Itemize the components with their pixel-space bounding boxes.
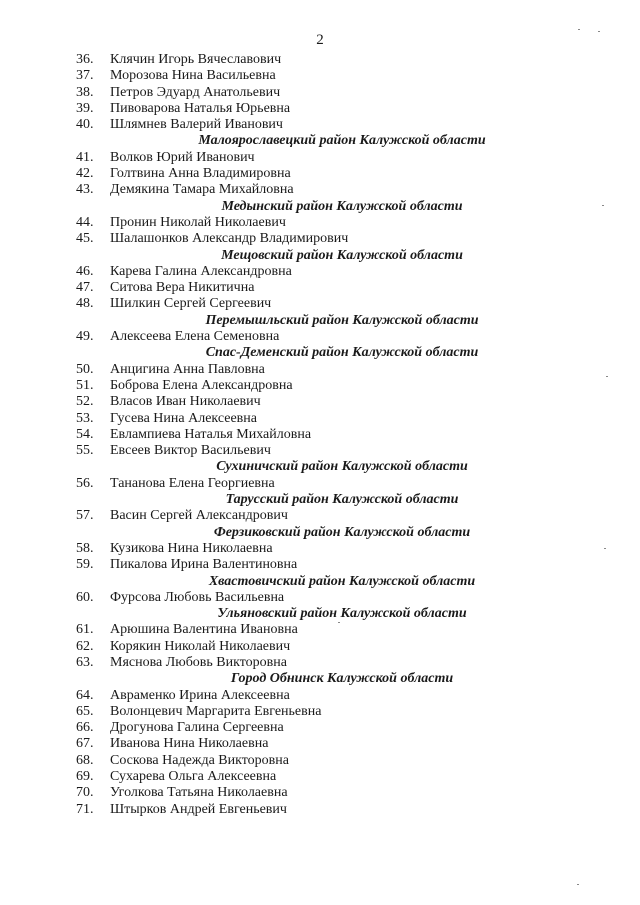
item-number: 67. bbox=[76, 736, 94, 752]
person-name: Морозова Нина Васильевна bbox=[110, 68, 276, 84]
item-number: 64. bbox=[76, 687, 94, 703]
item-number: 45. bbox=[76, 231, 94, 247]
list-item bbox=[0, 362, 640, 378]
list-item bbox=[0, 476, 640, 492]
list-item bbox=[0, 785, 640, 801]
item-number: 47. bbox=[76, 280, 94, 296]
item-number: 41. bbox=[76, 149, 94, 165]
list-item bbox=[0, 753, 640, 769]
list-item bbox=[0, 166, 640, 182]
person-name: Соскова Надежда Викторовна bbox=[110, 752, 289, 768]
item-number: 56. bbox=[76, 475, 94, 491]
item-number: 68. bbox=[76, 752, 94, 768]
list-item bbox=[0, 52, 640, 68]
item-number: 66. bbox=[76, 720, 94, 736]
person-name: Фурсова Любовь Васильевна bbox=[110, 589, 285, 605]
person-name: Пронин Николай Николаевич bbox=[110, 214, 286, 230]
person-name: Дрогунова Галина Сергеевна bbox=[110, 720, 284, 736]
item-number: 36. bbox=[76, 52, 94, 67]
item-number: 53. bbox=[76, 410, 94, 426]
list-item bbox=[0, 68, 640, 84]
item-number: 52. bbox=[76, 394, 94, 410]
scan-speck bbox=[577, 884, 579, 885]
list-item bbox=[0, 215, 640, 231]
person-name: Кузикова Нина Николаевна bbox=[110, 540, 273, 556]
list-item bbox=[0, 557, 640, 573]
list-item bbox=[0, 182, 640, 198]
district-heading: Перемышльский район Калужской области bbox=[205, 312, 479, 328]
list-item bbox=[0, 329, 640, 345]
list-item bbox=[0, 508, 640, 524]
district-heading: Сухиничский район Калужской области bbox=[216, 459, 468, 475]
item-number: 63. bbox=[76, 654, 94, 670]
person-name: Голтвина Анна Владимировна bbox=[110, 166, 291, 182]
item-number: 37. bbox=[76, 68, 94, 84]
scan-speck bbox=[578, 29, 580, 30]
name-list bbox=[0, 52, 640, 818]
list-item bbox=[0, 85, 640, 101]
district-heading: Город Обнинск Калужской области bbox=[230, 671, 454, 687]
list-item bbox=[0, 150, 640, 166]
item-number: 71. bbox=[76, 801, 94, 817]
item-number: 70. bbox=[76, 785, 94, 801]
list-item bbox=[0, 264, 640, 280]
list-item bbox=[0, 427, 640, 443]
list-item bbox=[0, 769, 640, 785]
list-item bbox=[0, 231, 640, 247]
person-name: Уголкова Татьяна Николаевна bbox=[110, 785, 288, 801]
item-number: 59. bbox=[76, 557, 94, 573]
person-name: Васин Сергей Александрович bbox=[110, 508, 288, 524]
list-item bbox=[0, 736, 640, 752]
person-name: Шилкин Сергей Сергеевич bbox=[110, 296, 272, 312]
item-number: 69. bbox=[76, 769, 94, 785]
scan-speck bbox=[598, 31, 600, 32]
person-name: Евсеев Виктор Васильевич bbox=[110, 443, 271, 459]
item-number: 54. bbox=[76, 426, 94, 442]
item-number: 61. bbox=[76, 622, 94, 638]
item-number: 44. bbox=[76, 214, 94, 230]
list-item bbox=[0, 622, 640, 638]
item-number: 46. bbox=[76, 263, 94, 279]
person-name: Мяснова Любовь Викторовна bbox=[110, 654, 288, 670]
scan-speck bbox=[338, 622, 340, 623]
item-number: 39. bbox=[76, 100, 94, 116]
list-item bbox=[0, 378, 640, 394]
person-name: Шлямнев Валерий Иванович bbox=[110, 117, 283, 133]
item-number: 49. bbox=[76, 329, 94, 345]
list-item bbox=[0, 117, 640, 133]
item-number: 65. bbox=[76, 703, 94, 719]
item-number: 62. bbox=[76, 638, 94, 654]
district-heading: Мещовский район Калужской области bbox=[221, 247, 463, 263]
person-name: Шалашонков Александр Владимирович bbox=[110, 231, 349, 247]
list-item bbox=[0, 590, 640, 606]
scan-speck bbox=[606, 376, 608, 377]
person-name: Карева Галина Александровна bbox=[110, 263, 292, 279]
list-item bbox=[0, 443, 640, 459]
item-number: 40. bbox=[76, 117, 94, 133]
scan-speck bbox=[604, 548, 606, 549]
person-name: Иванова Нина Николаевна bbox=[110, 736, 269, 752]
person-name: Клячин Игорь Вячеславович bbox=[110, 52, 282, 67]
person-name: Авраменко Ирина Алексеевна bbox=[110, 687, 290, 703]
district-heading: Ферзиковский район Калужской области bbox=[213, 524, 471, 540]
district-heading: Тарусский район Калужской области bbox=[225, 492, 459, 508]
district-heading: Ульяновский район Калужской области bbox=[217, 606, 467, 622]
item-number: 42. bbox=[76, 166, 94, 182]
district-heading: Хвастовичский район Калужской области bbox=[208, 573, 476, 589]
person-name: Тананова Елена Георгиевна bbox=[110, 475, 275, 491]
district-heading: Медынский район Калужской области bbox=[221, 198, 463, 214]
item-number: 50. bbox=[76, 361, 94, 377]
person-name: Волонцевич Маргарита Евгеньевна bbox=[110, 703, 322, 719]
list-item bbox=[0, 411, 640, 427]
list-item bbox=[0, 101, 640, 117]
person-name: Пикалова Ирина Валентиновна bbox=[110, 557, 298, 573]
list-item bbox=[0, 296, 640, 312]
person-name: Евлампиева Наталья Михайловна bbox=[110, 426, 312, 442]
person-name: Боброва Елена Александровна bbox=[110, 377, 293, 393]
person-name: Штырков Андрей Евгеньевич bbox=[110, 801, 287, 817]
list-item bbox=[0, 655, 640, 671]
item-number: 60. bbox=[76, 589, 94, 605]
list-item bbox=[0, 688, 640, 704]
person-name: Волков Юрий Иванович bbox=[110, 149, 255, 165]
item-number: 57. bbox=[76, 508, 94, 524]
scan-speck bbox=[602, 205, 604, 206]
list-item bbox=[0, 704, 640, 720]
person-name: Ситова Вера Никитична bbox=[110, 280, 255, 296]
list-item bbox=[0, 541, 640, 557]
person-name: Анцигина Анна Павловна bbox=[110, 361, 265, 377]
person-name: Демякина Тамара Михайловна bbox=[110, 182, 294, 198]
list-item bbox=[0, 394, 640, 410]
list-item bbox=[0, 720, 640, 736]
page-number: 2 bbox=[316, 32, 324, 48]
item-number: 51. bbox=[76, 377, 94, 393]
person-name: Петров Эдуард Анатольевич bbox=[110, 84, 281, 100]
person-name: Корякин Николай Николаевич bbox=[110, 638, 291, 654]
list-item bbox=[0, 280, 640, 296]
person-name: Пивоварова Наталья Юрьевна bbox=[110, 100, 291, 116]
list-item bbox=[0, 639, 640, 655]
district-heading: Малоярославецкий район Калужской области bbox=[198, 133, 486, 149]
person-name: Сухарева Ольга Алексеевна bbox=[110, 769, 277, 785]
person-name: Гусева Нина Алексеевна bbox=[110, 410, 257, 426]
district-heading: Спас-Деменский район Калужской области bbox=[205, 345, 479, 361]
person-name: Арюшина Валентина Ивановна bbox=[110, 622, 298, 638]
list-item bbox=[0, 802, 640, 818]
item-number: 55. bbox=[76, 443, 94, 459]
item-number: 48. bbox=[76, 296, 94, 312]
item-number: 38. bbox=[76, 84, 94, 100]
person-name: Власов Иван Николаевич bbox=[110, 394, 261, 410]
item-number: 43. bbox=[76, 182, 94, 198]
item-number: 58. bbox=[76, 540, 94, 556]
person-name: Алексеева Елена Семеновна bbox=[110, 329, 280, 345]
